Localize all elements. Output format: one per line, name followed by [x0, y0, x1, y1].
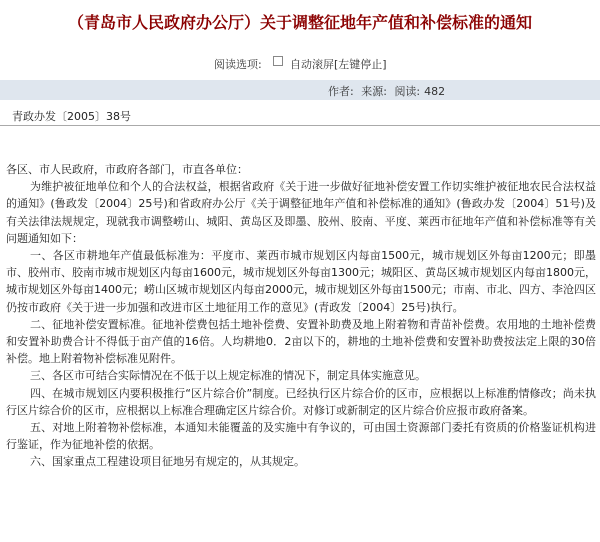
autoscroll-label[interactable]: 自动滚屏[左键停止]	[290, 58, 387, 71]
paragraph: 二、征地补偿安置标准。征地补偿费包括土地补偿费、安置补助费及地上附着物和青苗补偿费。农用地的土地补偿费和安置补助费合计不得低于亩产值的16倍。人均耕地0．2亩以下的，耕地的土地补偿费和安置补助费按法定上限的30倍补偿。地上附着物补偿标准见附件。	[6, 317, 596, 366]
reads-label: 阅读:	[394, 85, 421, 98]
reads-count: 482	[424, 85, 446, 98]
paragraph: 四、在城市规划区内要积极推行“区片综合价”制度。已经执行区片综合价的区市，应根据以上标准酌情修改；尚未执行区片综合价的区市，应根据以上标准合理确定区片综合价。对修订或新制定的区片综合价应报市政府备案。	[6, 386, 596, 417]
article-meta-bar	[0, 80, 600, 100]
reading-options-bar	[0, 54, 600, 72]
page-title: （青岛市人民政府办公厅）关于调整征地年产值和补偿标准的通知	[67, 13, 532, 32]
paragraph: 五、对地上附着物补偿标准，本通知未能覆盖的及实施中有争议的，可由国土资源部门委托有资质的价格鉴证机构进行鉴证，作为征地补偿的依据。	[6, 421, 596, 452]
document-body	[6, 161, 596, 471]
paragraph: 为维护被征地单位和个人的合法权益，根据省政府《关于进一步做好征地补偿安置工作切实维护被征地农民合法权益的通知》(鲁政发〔2004〕25号)和省政府办公厅《关于调整征地年产值和补偿标准的通知》(鲁政办发〔2004〕51号)及有关法律法规规定，现就我市调整崂山、城阳、黄岛区及即墨、胶州、胶南、平度、莱西市征地年产值和补偿标准等有关问题通知如下：	[6, 180, 596, 245]
reading-options-label: 阅读选项:	[214, 58, 262, 71]
paragraph: 一、各区市耕地年产值最低标准为：平度市、莱西市城市规划区内每亩1500元，城市规划区外每亩1200元；即墨市、胶州市、胶南市城市规划区内每亩1600元，城市规划区外每亩1300元；城阳区、黄岛区城市规划区内每亩1800元，城市规划区外每亩1400元；崂山区城市规划区内每亩2000元，城市规划区外每亩1500元；市南、市北、四方、李沧四区仍按市政府《关于进一步加强和改进市区土地征用工作的意见》(青政发〔2004〕25号)执行。	[6, 249, 596, 314]
source-label: 来源:	[361, 85, 387, 98]
document-number: 青政办发〔2005〕38号	[12, 110, 131, 123]
paragraph: 三、各区市可结合实际情况在不低于以上规定标准的情况下，制定具体实施意见。	[30, 369, 426, 383]
salutation: 各区、市人民政府，市政府各部门，市直各单位：	[6, 163, 248, 176]
paragraph: 六、国家重点工程建设项目征地另有规定的，从其规定。	[30, 455, 305, 469]
divider	[0, 125, 600, 126]
article-meta	[328, 83, 449, 99]
author-label: 作者:	[328, 85, 354, 98]
autoscroll-checkbox[interactable]	[273, 56, 283, 66]
